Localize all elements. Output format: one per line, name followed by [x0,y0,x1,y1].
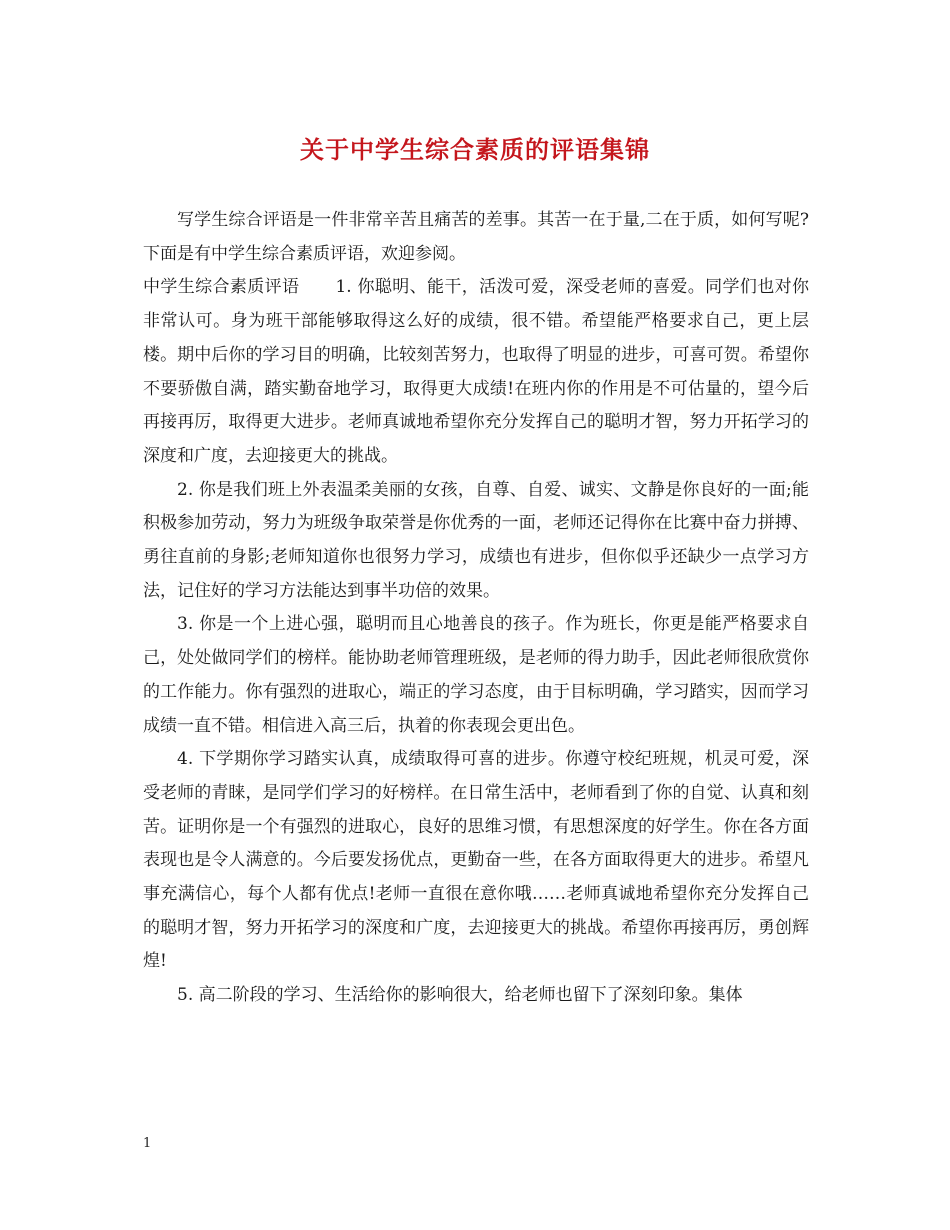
comment-item-2: 2. 你是我们班上外表温柔美丽的女孩，自尊、自爱、诚实、文静是你良好的一面;能积极参加劳动，努力为班级争取荣誉是你优秀的一面，老师还记得你在比赛中奋力拼搏、勇往直前的身影;老师知道你也很努力学习，成绩也有进步，但你似乎还缺少一点学习方法，记住好的学习方法能达到事半功倍的效果。 [143,479,809,601]
intro-paragraph: 写学生综合评语是一件非常辛苦且痛苦的差事。其苦一在于量,二在于质，如何写呢?下面是有中学生综合素质评语，欢迎参阅。 [143,210,809,264]
section-heading: 中学生综合素质评语 [143,277,300,298]
page-number: 1 [143,1136,152,1151]
comment-item-3: 3. 你是一个上进心强，聪明而且心地善良的孩子。作为班长，你更是能严格要求自己，处处做同学们的榜样。能协助老师管理班级，是老师的得力助手，因此老师很欣赏你的工作能力。你有强烈的进取心，端正的学习态度，由于目标明确，学习踏实，因而学习成绩一直不错。相信进入高三后，执着的你表现会更出色。 [143,614,809,736]
comment-item-5: 5. 高二阶段的学习、生活给你的影响很大，给老师也留下了深刻印象。集体 [177,985,743,1006]
document-title: 关于中学生综合素质的评语集锦 [300,136,650,164]
document-body [143,204,809,1013]
comment-item-4: 4. 下学期你学习踏实认真，成绩取得可喜的进步。你遵守校纪班规，机灵可爱，深受老师的青睐，是同学们学习的好榜样。在日常生活中，老师看到了你的自觉、认真和刻苦。证明你是一个有强烈的进取心，良好的思维习惯，有思想深度的好学生。你在各方面表现也是令人满意的。今后要发扬优点，更勤奋一些，在各方面取得更大的进步。希望凡事充满信心，每个人都有优点!老师一直很在意你哦……老师真诚地希望你充分发挥自己的聪明才智，努力开拓学习的深度和广度，去迎接更大的挑战。希望你再接再厉，勇创辉煌! [143,749,809,972]
comment-item-1-text: 1. 你聪明、能干，活泼可爱，深受老师的喜爱。同学们也对你非常认可。身为班干部能够取得这么好的成绩，很不错。希望能严格要求自己，更上层楼。期中后你的学习目的明确，比较刻苦努力，也取得了明显的进步，可喜可贺。希望你不要骄傲自满，踏实勤奋地学习，取得更大成绩!在班内你的作用是不可估量的，望今后再接再厉，取得更大进步。老师真诚地希望你充分发挥自己的聪明才智，努力开拓学习的深度和广度，去迎接更大的挑战。 [143,277,810,466]
comment-item-1 [143,271,809,473]
